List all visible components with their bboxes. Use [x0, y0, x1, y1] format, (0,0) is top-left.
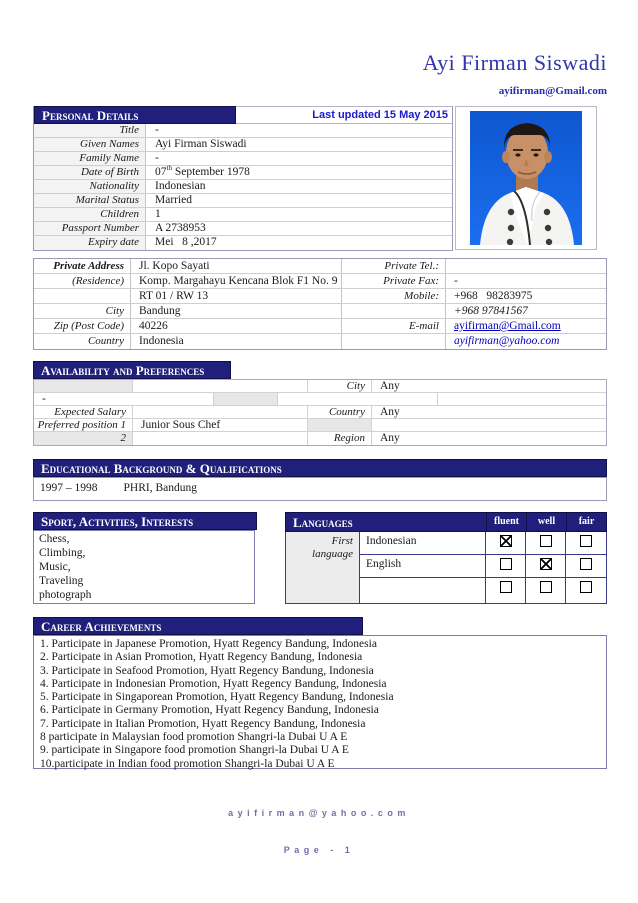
table-row: Country Indonesia ayifirman@yahoo.com	[34, 334, 606, 349]
preferred-position-1-value: Junior Sous Chef	[133, 419, 308, 431]
availability-table	[33, 379, 607, 446]
education-header: Educational Background & Qualifications	[33, 459, 607, 477]
yahoo-link[interactable]: ayifirman@yahoo.com	[454, 335, 560, 347]
checkbox-empty-well[interactable]	[540, 581, 552, 593]
language-name: English	[360, 555, 486, 577]
checkbox-english-well[interactable]	[540, 558, 552, 570]
level-well-header: well	[527, 512, 567, 532]
date-of-birth-value: 07th September 1978	[155, 164, 250, 178]
profile-photo-frame	[455, 106, 597, 250]
language-name: Indonesian	[360, 532, 486, 554]
gmail-link[interactable]: ayifirman@Gmail.com	[454, 320, 561, 332]
preferred-position-2-label: 2	[34, 432, 133, 445]
personal-details-section	[33, 106, 607, 251]
table-row: Given Names Ayi Firman Siswadi	[34, 138, 452, 152]
list-item: Chess,	[39, 533, 70, 545]
list-item: Traveling	[39, 575, 84, 587]
table-row: Passport Number A 2738953	[34, 222, 452, 236]
list-item: photograph	[39, 589, 92, 601]
table-row: Private Address Jl. Kopo Sayati Private Tel.:	[34, 259, 606, 274]
checkbox-empty-fluent[interactable]	[500, 581, 512, 593]
list-item: 7. Participate in Italian Promotion, Hyatt Regency Bandung, Indonesia	[40, 717, 366, 730]
list-item: 6. Participate in Germany Promotion, Hyatt Regency Bandung, Indonesia	[40, 704, 379, 717]
availability-header: Availability and Preferences	[33, 361, 231, 379]
list-item: 1. Participate in Japanese Promotion, Hyatt Regency Bandung, Indonesia	[40, 638, 377, 650]
private-address-table	[33, 258, 607, 350]
checkbox-english-fair[interactable]	[580, 558, 592, 570]
list-item: Music,	[39, 561, 71, 573]
header-email: ayifirman@Gmail.com	[498, 85, 607, 97]
list-item: 8 participate in Malaysian food promotion Shangri-la Dubai U A E	[40, 731, 348, 744]
first-language-label: First language	[286, 532, 360, 603]
region-label: Region	[308, 432, 372, 445]
checkbox-empty-fair[interactable]	[580, 581, 592, 593]
table-row: (Residence) Komp. Margahayu Kencana Blok F1 No. 9 Private Fax: -	[34, 274, 606, 289]
table-row	[34, 419, 606, 432]
sport-list	[33, 530, 255, 604]
education-period: 1997 – 1998	[40, 482, 98, 494]
list-item: 5. Participate in Singaporean Promotion, Hyatt Regency Bandung, Indonesia	[40, 691, 394, 704]
region-value: Any	[380, 432, 400, 444]
page-title: Ayi Firman Siswadi	[422, 50, 607, 75]
table-row	[34, 380, 606, 393]
level-fair-header: fair	[567, 512, 607, 532]
table-row: Children 1	[34, 208, 452, 222]
list-item: 3. Participate in Seafood Promotion, Hyatt Regency Bandung, Indonesia	[40, 664, 374, 677]
table-row: RT 01 / RW 13 Mobile: +968 98283975	[34, 289, 606, 304]
table-row: Zip (Post Code) 40226 E-mail ayifirman@Gmail.com	[34, 319, 606, 334]
personal-details-table	[33, 106, 453, 251]
list-item: 9. participate in Singapore food promotion Shangri-la Dubai U A E	[40, 744, 349, 757]
table-row	[360, 532, 606, 555]
checkbox-indonesian-well[interactable]	[540, 535, 552, 547]
footer-email: ayifirman@yahoo.com	[228, 808, 410, 818]
table-row	[34, 432, 606, 445]
personal-details-header: Personal Details	[34, 106, 236, 124]
list-item: Climbing,	[39, 547, 86, 559]
preferred-position-1-label: Preferred position 1	[34, 419, 133, 431]
profile-photo	[470, 111, 582, 245]
table-row	[34, 393, 606, 406]
languages-table	[285, 512, 607, 604]
education-institution: PHRI, Bandung	[123, 482, 197, 494]
country-label: Country	[308, 406, 372, 418]
sport-header: Sport, Activities, Interests	[33, 512, 257, 530]
level-fluent-header: fluent	[487, 512, 527, 532]
country-value: Any	[380, 406, 400, 418]
footer-page-number: Page - 1	[283, 845, 355, 855]
table-row	[360, 578, 606, 603]
city-label: City	[308, 380, 372, 392]
table-row: Marital Status Married	[34, 194, 452, 208]
table-row: Family Name -	[34, 152, 452, 166]
last-updated-label: Last updated 15 May 2015	[236, 106, 452, 124]
table-row: Date of Birth 07th September 1978	[34, 166, 452, 180]
checkbox-english-fluent[interactable]	[500, 558, 512, 570]
dash-cell: -	[34, 393, 214, 405]
table-row	[34, 406, 606, 419]
checkbox-indonesian-fair[interactable]	[580, 535, 592, 547]
language-name	[360, 578, 486, 603]
table-row: City Bandung +968 97841567	[34, 304, 606, 319]
list-item: 10.participate in Indian food promotion Shangri-la Dubai U A E	[40, 757, 335, 770]
checkbox-indonesian-fluent[interactable]	[500, 535, 512, 547]
table-row: Nationality Indonesian	[34, 180, 452, 194]
list-item: 4. Participate in Indonesian Promotion, Hyatt Regency Bandung, Indonesia	[40, 677, 387, 690]
table-row: Title -	[34, 124, 452, 138]
table-row	[360, 555, 606, 578]
education-entry	[33, 477, 607, 501]
city-value: Any	[380, 380, 400, 392]
table-row: Expiry date Mei 8 ,2017	[34, 236, 452, 250]
languages-header: Languages	[285, 512, 487, 532]
list-item: 2. Participate in Asian Promotion, Hyatt Regency Bandung, Indonesia	[40, 651, 363, 664]
career-header: Career Achievements	[33, 617, 363, 635]
career-list	[33, 635, 607, 769]
expected-salary-label: Expected Salary	[34, 406, 133, 418]
